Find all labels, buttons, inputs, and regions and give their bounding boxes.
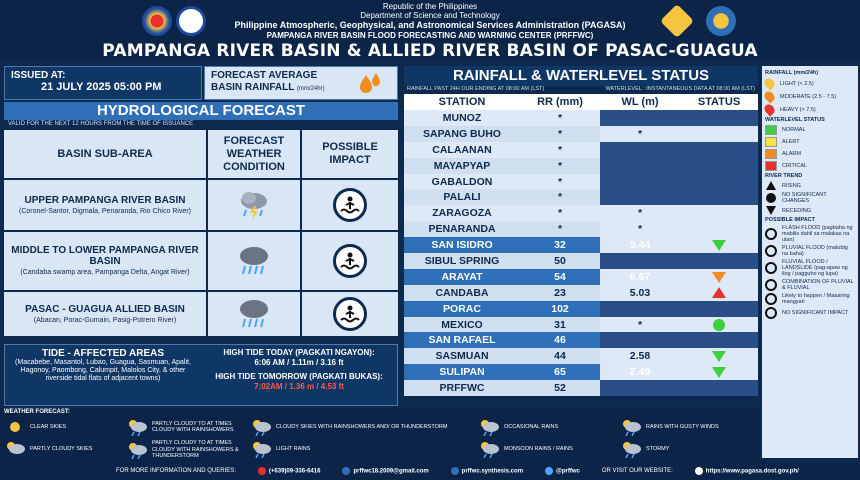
cell-rr: 32 bbox=[520, 237, 600, 253]
cell-wl: 3.44 bbox=[600, 237, 680, 253]
color-swatch bbox=[765, 125, 777, 135]
weather-label: OCCASIONAL RAINS bbox=[504, 423, 559, 430]
rain-wind-icon bbox=[620, 418, 642, 436]
steady-normal-icon bbox=[713, 319, 725, 331]
flash-flood-impact-icon bbox=[333, 297, 367, 331]
cell-status bbox=[680, 174, 758, 190]
thunderstorm-icon bbox=[126, 441, 148, 459]
tide-box bbox=[4, 344, 398, 406]
rain-thunder-cloud-icon bbox=[237, 188, 271, 222]
page-title: PAMPANGA RIVER BASIN & ALLIED RIVER BASIN OF PASAC-GUAGUA bbox=[102, 41, 758, 61]
cell-status bbox=[680, 253, 758, 269]
waterlevel-legend-title: WATERLEVEL STATUS bbox=[765, 117, 825, 123]
rising-critical-icon bbox=[712, 287, 726, 298]
col-possible-impact: POSSIBLE IMPACT bbox=[302, 130, 398, 178]
area-name: PASAC - GUAGUA ALLIED BASIN bbox=[25, 303, 185, 315]
area-name: MIDDLE TO LOWER PAMPANGA RIVER BASIN bbox=[11, 245, 199, 267]
cell-rr: * bbox=[520, 126, 600, 142]
col-basin-sub-area: BASIN SUB-AREA bbox=[4, 130, 208, 178]
flash-flood-impact-icon bbox=[333, 188, 367, 222]
weather-item bbox=[4, 418, 122, 436]
issued-box bbox=[4, 66, 202, 100]
cell-station: PALALI bbox=[404, 189, 520, 205]
impact-symbol-icon bbox=[765, 293, 777, 305]
cell-rr: * bbox=[520, 110, 600, 126]
cell-rr: 50 bbox=[520, 253, 600, 269]
table-row bbox=[404, 269, 758, 285]
color-swatch bbox=[765, 161, 777, 171]
left-panel bbox=[4, 66, 398, 406]
cell-station: SAN RAFAEL bbox=[404, 332, 520, 348]
table-row bbox=[404, 158, 758, 174]
receding-normal-icon bbox=[712, 367, 726, 378]
cell-wl bbox=[600, 189, 680, 205]
weather-item bbox=[250, 440, 470, 458]
legend-impact-item bbox=[765, 225, 855, 243]
table-row bbox=[404, 237, 758, 253]
dost-logo-icon bbox=[176, 6, 206, 36]
globe-icon bbox=[695, 467, 703, 475]
area-sub: (Coronel-Santor, Digmala, Penaranda, Rio Chico River) bbox=[19, 207, 191, 215]
weather-item bbox=[620, 418, 738, 436]
footer-email[interactable]: prffwc18.2009@gmail.com bbox=[353, 468, 429, 475]
weather-item bbox=[478, 418, 596, 436]
table-row bbox=[404, 110, 758, 126]
area-row-upper bbox=[4, 180, 398, 232]
table-header-row bbox=[404, 94, 758, 110]
cell-station: SAN ISIDRO bbox=[404, 237, 520, 253]
cell-station: GABALDON bbox=[404, 174, 520, 190]
table-row bbox=[404, 221, 758, 237]
cell-status bbox=[680, 158, 758, 174]
cell-station: SULIPAN bbox=[404, 364, 520, 380]
legend-label: FLUVIAL FLOOD / LANDSLIDE (pag-apaw ng ilog / pagguho ng lupa) bbox=[782, 259, 848, 277]
weather-label: CLEAR SKIES bbox=[30, 423, 67, 430]
flash-flood-impact-icon bbox=[333, 244, 367, 278]
weather-label: PARTLY CLOUDY TO AT TIMES CLOUDY WITH RAINSHOWERS bbox=[152, 420, 234, 433]
color-swatch bbox=[765, 137, 777, 147]
impact-symbol-icon bbox=[765, 279, 777, 291]
footer bbox=[0, 462, 860, 480]
station-table bbox=[404, 94, 758, 396]
rising-triangle-icon bbox=[766, 181, 776, 190]
receding-alarm-icon bbox=[712, 272, 726, 283]
weather-item bbox=[250, 418, 470, 436]
legend-label: NORMAL bbox=[782, 127, 806, 133]
cell-wl: * bbox=[600, 221, 680, 237]
cell-rr: * bbox=[520, 221, 600, 237]
tide-areas: (Macabebe, Masantol, Lubao, Guagua, Sasmuan, Apalit, Hagonoy, Paombong, Calumpit, Malolos City, & other riverside tidal flats of adjacent towns) bbox=[15, 359, 191, 382]
hydrological-forecast-title: HYDROLOGICAL FORECAST bbox=[4, 102, 398, 120]
prffwc-seal-icon bbox=[706, 6, 736, 36]
legend-label: Likely to happen / Maaaring mangyari bbox=[782, 293, 850, 305]
cell-status bbox=[680, 332, 758, 348]
cell-rr: 52 bbox=[520, 380, 600, 396]
cell-status bbox=[680, 348, 758, 364]
cell-station: MAYAPYAP bbox=[404, 158, 520, 174]
weather-label: MONSOON RAINS / RAINS bbox=[504, 445, 573, 452]
forecast-rainfall-unit: (mm/24hr) bbox=[296, 86, 325, 92]
cell-status bbox=[680, 364, 758, 380]
table-row bbox=[404, 332, 758, 348]
rainfall-waterlevel-title: RAINFALL & WATERLEVEL STATUS bbox=[404, 66, 758, 86]
cell-station: MEXICO bbox=[404, 317, 520, 333]
cell-wl: 2.49 bbox=[600, 364, 680, 380]
cell-wl bbox=[600, 174, 680, 190]
legend-label: MODERATE (2.5 - 7.5) bbox=[780, 93, 837, 100]
facebook-icon bbox=[451, 467, 459, 475]
weather-item bbox=[126, 418, 244, 436]
legend-impact-item bbox=[765, 307, 855, 319]
legend-rain-item bbox=[765, 104, 855, 115]
footer-site-label: OR VISIT OUR WEBSITE: bbox=[601, 468, 673, 474]
cell-wl bbox=[600, 380, 680, 396]
cell-station: PRFFWC bbox=[404, 380, 520, 396]
weather-forecast-strip bbox=[0, 408, 760, 462]
table-row bbox=[404, 142, 758, 158]
legend-rain-item bbox=[765, 91, 855, 102]
twitter-icon bbox=[545, 467, 553, 475]
cell-wl: 2.58 bbox=[600, 348, 680, 364]
legend-impact-item bbox=[765, 259, 855, 277]
validity-note: VALID FOR THE NEXT 12 HOURS FROM THE TIME OF ISSUANCE bbox=[8, 121, 194, 127]
cell-station: SASMUAN bbox=[404, 348, 520, 364]
weather-label: PARTLY CLOUDY TO AT TIMES CLOUDY WITH RAINSHOWERS & THUNDERSTORM bbox=[152, 440, 239, 459]
rain-drop-icon bbox=[762, 89, 776, 103]
heavy-rain-cloud-icon bbox=[237, 244, 271, 278]
department-line: Department of Science and Technology bbox=[360, 11, 500, 20]
cell-wl: * bbox=[600, 126, 680, 142]
high-tide-tomorrow-value: 7:02AM / 1.36 m / 4.53 ft bbox=[254, 382, 344, 391]
table-row bbox=[404, 189, 758, 205]
legend-no-change: NO SIGNIFICANT CHANGES bbox=[765, 192, 855, 204]
hydro-header-row bbox=[4, 130, 398, 180]
cell-wl: 6.67 bbox=[600, 269, 680, 285]
cell-rr: * bbox=[520, 158, 600, 174]
table-row bbox=[404, 174, 758, 190]
cell-status bbox=[680, 301, 758, 317]
col-status: STATUS bbox=[680, 94, 758, 110]
rain-drops-icon bbox=[357, 71, 383, 97]
rain-showers-icon bbox=[126, 418, 148, 436]
area-name: UPPER PAMPANGA RIVER BASIN bbox=[24, 194, 186, 206]
legend-wl-item bbox=[765, 137, 855, 147]
station-table-body bbox=[404, 110, 758, 396]
cell-status bbox=[680, 205, 758, 221]
legend-rain-item bbox=[765, 78, 855, 89]
cell-rr: 102 bbox=[520, 301, 600, 317]
cell-status bbox=[680, 189, 758, 205]
table-row bbox=[404, 301, 758, 317]
high-tide-tomorrow-label: HIGH TIDE TOMORROW (PAGKATI BUKAS): bbox=[215, 372, 383, 381]
weather-label: CLOUDY SKIES WITH RAINSHOWERS AND/ OR THUNDERSTORM bbox=[276, 423, 448, 430]
monsoon-rain-icon bbox=[478, 440, 500, 458]
table-row bbox=[404, 364, 758, 380]
col-wl: WL (m) bbox=[600, 94, 680, 110]
footer-twitter[interactable]: @prffwc bbox=[556, 468, 580, 475]
legend-impact-item bbox=[765, 293, 855, 305]
impact-symbol-icon bbox=[765, 262, 777, 274]
weather-label: STORMY bbox=[646, 445, 670, 452]
cell-status bbox=[680, 380, 758, 396]
area-sub: (Candaba swamp area, Pampanga Delta, Angat River) bbox=[20, 269, 190, 276]
sun-icon bbox=[4, 418, 26, 436]
legend-impact-item bbox=[765, 279, 855, 291]
cell-station: SAPANG BUHO bbox=[404, 126, 520, 142]
cell-rr: 54 bbox=[520, 269, 600, 285]
legend-label: LIGHT (< 2.5) bbox=[780, 80, 814, 87]
legend-label: NO SIGNIFICANT IMPACT bbox=[782, 310, 849, 316]
cell-station: CANDABA bbox=[404, 285, 520, 301]
weather-item bbox=[478, 440, 596, 458]
pagasa-seal-icon bbox=[142, 6, 172, 36]
center-line: PAMPANGA RIVER BASIN FLOOD FORECASTING AND WARNING CENTER (PRFFWC) bbox=[266, 31, 594, 40]
cell-rr: 31 bbox=[520, 317, 600, 333]
rainfall-legend-title: RAINFALL (mm/24h) bbox=[765, 70, 819, 76]
legend-label: ALARM bbox=[782, 151, 801, 157]
cell-rr: * bbox=[520, 189, 600, 205]
rain-drop-icon bbox=[762, 102, 776, 116]
rainfall-waterlevel-panel bbox=[404, 66, 758, 406]
cell-rr: 23 bbox=[520, 285, 600, 301]
heavy-rain-cloud-icon bbox=[237, 297, 271, 331]
cell-wl: 5.03 bbox=[600, 285, 680, 301]
cell-status bbox=[680, 285, 758, 301]
forecast-rainfall-box bbox=[204, 66, 398, 100]
footer-info: FOR MORE INFORMATION AND QUERIES: bbox=[116, 468, 236, 474]
forecast-rainfall-line1: FORECAST AVERAGE bbox=[211, 70, 318, 81]
table-row bbox=[404, 126, 758, 142]
cell-status bbox=[680, 269, 758, 285]
legend-wl-item bbox=[765, 149, 855, 159]
cell-status bbox=[680, 221, 758, 237]
river-trend-legend-title: RIVER TREND bbox=[765, 173, 803, 179]
area-row-pasac-guagua bbox=[4, 292, 398, 338]
weather-label: PARTLY CLOUDY SKIES bbox=[30, 445, 93, 452]
rainfall-period-note: RAINFALL PAST 24H OUR ENDING AT 08:00 AM (LST) bbox=[407, 86, 545, 92]
cell-wl bbox=[600, 158, 680, 174]
table-row bbox=[404, 205, 758, 221]
email-icon bbox=[342, 467, 350, 475]
cloud-thunder-icon bbox=[250, 418, 272, 436]
agency-line: Philippine Atmospheric, Geophysical, and Astronomical Services Administration (PAGASA) bbox=[234, 20, 626, 30]
rain-drop-icon bbox=[762, 76, 776, 90]
impact-symbol-icon bbox=[765, 307, 777, 319]
receding-normal-icon bbox=[712, 351, 726, 362]
cell-rr: * bbox=[520, 174, 600, 190]
col-rr: RR (mm) bbox=[520, 94, 600, 110]
cell-rr: 44 bbox=[520, 348, 600, 364]
cell-wl bbox=[600, 301, 680, 317]
phone-icon bbox=[258, 467, 266, 475]
weather-item bbox=[620, 440, 738, 458]
legend-label: CRITICAL bbox=[782, 163, 808, 169]
table-row bbox=[404, 285, 758, 301]
impact-symbol-icon bbox=[765, 245, 777, 257]
cell-station: ARAYAT bbox=[404, 269, 520, 285]
legend-wl-item bbox=[765, 161, 855, 171]
weather-item bbox=[126, 440, 244, 460]
cell-rr: * bbox=[520, 205, 600, 221]
table-row bbox=[404, 348, 758, 364]
cell-rr: * bbox=[520, 142, 600, 158]
partly-cloudy-icon bbox=[4, 440, 26, 458]
cell-station: CALAANAN bbox=[404, 142, 520, 158]
table-row bbox=[404, 380, 758, 396]
legend-wl-item bbox=[765, 125, 855, 135]
legend-impact-item bbox=[765, 245, 855, 257]
cell-wl bbox=[600, 110, 680, 126]
legend-receding: RECEDING bbox=[765, 206, 855, 215]
cell-wl bbox=[600, 253, 680, 269]
receding-triangle-icon bbox=[766, 206, 776, 215]
footer-phone: (+639)09-336-6416 bbox=[268, 468, 321, 475]
cell-station: MUNOZ bbox=[404, 110, 520, 126]
cell-status bbox=[680, 317, 758, 333]
legend-label: FLASH FLOOD (pagbaha ng mabilis dahil sa malakas na ulan) bbox=[782, 225, 853, 243]
color-swatch bbox=[765, 149, 777, 159]
legend-panel bbox=[762, 66, 858, 458]
cell-rr: 65 bbox=[520, 364, 600, 380]
storm-icon bbox=[620, 440, 642, 458]
weather-label: RAINS WITH GUSTY WINDS bbox=[646, 423, 719, 430]
col-forecast-weather: FORECAST WEATHER CONDITION bbox=[208, 130, 302, 178]
forecast-rainfall-line2: BASIN RAINFALL bbox=[211, 82, 295, 93]
steady-dot-icon bbox=[766, 193, 776, 203]
area-sub: (Abacan, Porac-Gumain, Pasig-Potrero River) bbox=[33, 316, 177, 324]
cell-wl: * bbox=[600, 317, 680, 333]
republic-line: Republic of the Philippines bbox=[382, 2, 478, 11]
footer-facebook[interactable]: prffwc.synthesis.com bbox=[461, 468, 524, 475]
cell-status bbox=[680, 142, 758, 158]
tide-title: TIDE - AFFECTED AREAS bbox=[41, 348, 165, 359]
weather-item bbox=[4, 440, 122, 458]
occasional-rain-icon bbox=[478, 418, 500, 436]
receding-normal-icon bbox=[712, 240, 726, 251]
col-station: STATION bbox=[404, 94, 520, 110]
cell-rr: 46 bbox=[520, 332, 600, 348]
high-tide-today-label: HIGH TIDE TODAY (PAGKATI NGAYON): bbox=[223, 348, 375, 357]
cell-station: ZARAGOZA bbox=[404, 205, 520, 221]
cell-status bbox=[680, 237, 758, 253]
cell-station: SIBUL SPRING bbox=[404, 253, 520, 269]
legend-label: PLUVIAL FLOOD (matubig na baha) bbox=[782, 245, 848, 257]
cell-status bbox=[680, 110, 758, 126]
footer-website[interactable]: https://www.pagasa.dost.gov.ph/ bbox=[705, 468, 799, 475]
high-tide-today-value: 6:06 AM / 1.11m / 3.16 ft bbox=[254, 358, 344, 367]
impact-legend-title: POSSIBLE IMPACT bbox=[765, 217, 816, 223]
light-rain-icon bbox=[250, 440, 272, 458]
cell-status bbox=[680, 126, 758, 142]
hydro-grid bbox=[4, 130, 398, 338]
area-row-middle-lower bbox=[4, 232, 398, 292]
impact-symbol-icon bbox=[765, 228, 777, 240]
issued-label: ISSUED AT: bbox=[11, 70, 66, 81]
cell-station: PENARANDA bbox=[404, 221, 520, 237]
legend-label: COMBINATION OF PLUVIAL & FLUVIAL bbox=[782, 279, 854, 291]
waterlevel-period-note: WATERLEVEL : INSTANTANEOUS DATA AT 08:00 AM (LST) bbox=[605, 86, 755, 92]
legend-rising: RISING bbox=[765, 181, 855, 190]
legend-label: ALERT bbox=[782, 139, 800, 145]
cell-station: PORAC bbox=[404, 301, 520, 317]
weather-label: LIGHT RAINS bbox=[276, 445, 311, 452]
table-row bbox=[404, 317, 758, 333]
cell-wl: * bbox=[600, 205, 680, 221]
cell-wl bbox=[600, 142, 680, 158]
header bbox=[0, 0, 860, 62]
legend-label: HEAVY (> 7.5) bbox=[780, 106, 816, 113]
table-row bbox=[404, 253, 758, 269]
weather-forecast-title: WEATHER FORECAST: bbox=[4, 409, 70, 415]
cell-wl bbox=[600, 332, 680, 348]
issued-value: 21 JULY 2025 05:00 PM bbox=[41, 81, 162, 93]
